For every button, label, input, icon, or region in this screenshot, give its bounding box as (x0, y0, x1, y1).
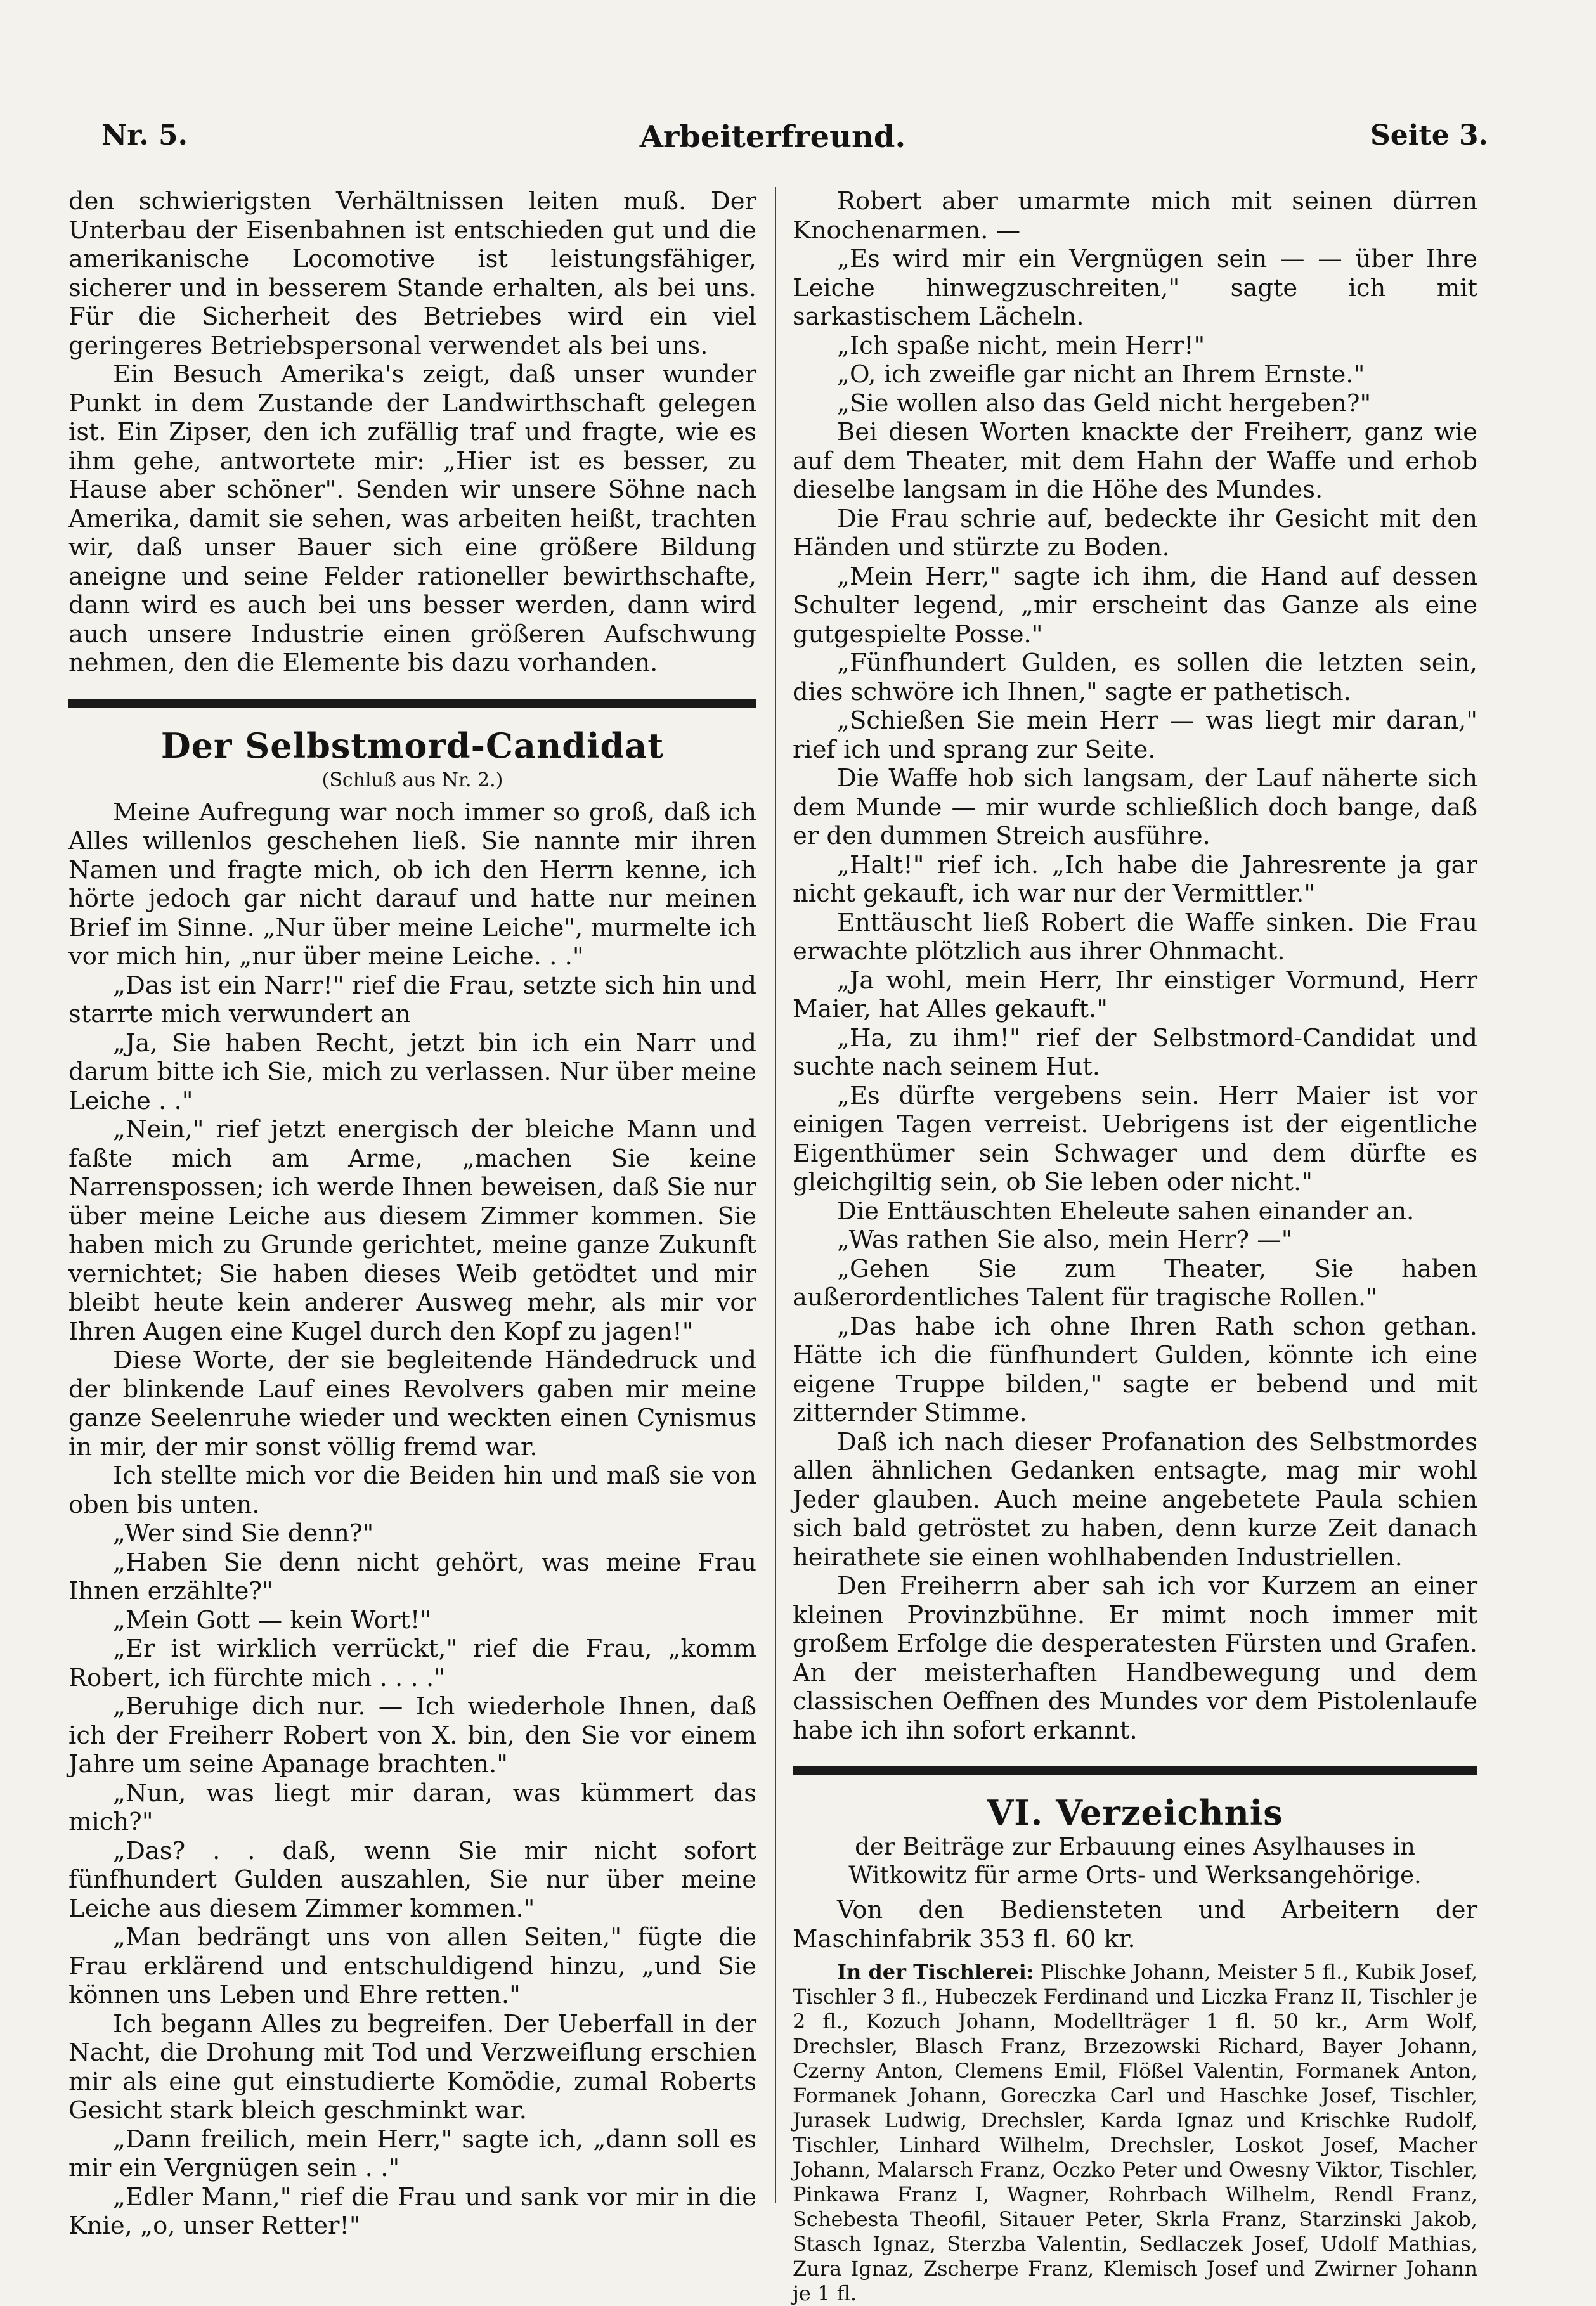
right-column (793, 187, 1477, 2306)
paragraph: „O, ich zweifle gar nicht an Ihrem Ernste." (837, 360, 1365, 389)
paragraph: Daß ich nach dieser Profanation des Selbstmordes allen ähnlichen Gedanken entsagte, mag mir wohl Jeder glauben. Auch meine angebetete Paula schien sich bald getröstet zu haben, denn kurze Zeit danach heirathete sie einen wohlhabenden Industriellen. (793, 1427, 1477, 1572)
paragraph: Robert aber umarmte mich mit seinen dürren Knochenarmen. — (793, 187, 1477, 245)
paragraph: Die Waffe hob sich langsam, der Lauf näherte sich dem Munde — mir wurde schließlich doch bange, daß er den dummen Streich ausführe. (793, 764, 1477, 850)
section-rule (68, 699, 756, 708)
paragraph: Enttäuscht ließ Robert die Waffe sinken. Die Frau erwachte plötzlich aus ihrer Ohnmacht. (793, 908, 1477, 966)
paragraph: den schwierigsten Verhältnissen leiten muß. Der Unterbau der Eisenbahnen ist entschieden gut und die amerikanische Locomotive ist leistungsfähiger, sicherer und in besserem Stande erhalten, als bei uns. Für die Sicherheit des Betriebes wird ein viel geringeres Betriebspersonal verwendet als bei uns. (68, 187, 756, 360)
paragraph: Die Frau schrie auf, bedeckte ihr Gesicht mit den Händen und stürzte zu Boden. (793, 504, 1477, 562)
paragraph: Den Freiherrn aber sah ich vor Kurzem an einer kleinen Provinzbühne. Er mimt noch immer mit großem Erfolge die desperatesten Fürsten und Grafen. An der meisterhaften Handbewegung und dem classischen Oeffnen des Mundes vor dem Pistolenlaufe habe ich ihn sofort erkannt. (793, 1572, 1477, 1745)
paragraph: „Mein Gott — kein Wort!" (113, 1605, 432, 1635)
page-header (57, 119, 1488, 160)
paragraph: „Beruhige dich nur. — Ich wiederhole Ihnen, daß ich der Freiherr Robert von X. bin, den Sie vor einem Jahre um seine Apanage brachten." (68, 1692, 756, 1778)
paragraph: „Man bedrängt uns von allen Seiten," fügte die Frau erklärend und entschuldigend hinzu, „und Sie können uns Leben und Ehre retten." (68, 1923, 756, 2009)
paragraph: „Was rathen Sie also, mein Herr? —" (837, 1226, 1293, 1254)
paragraph: „Edler Mann," rief die Frau und sank vor mir in die Knie, „o, unser Retter!" (68, 2182, 756, 2240)
paragraph: „Ich spaße nicht, mein Herr!" (837, 331, 1205, 360)
paragraph: „Es wird mir ein Vergnügen sein — — über Ihre Leiche hinwegzuschreiten," sagte ich mit sarkastischem Lächeln. (793, 245, 1477, 331)
section-rule (793, 1766, 1477, 1775)
paragraph: „Schießen Sie mein Herr — was liegt mir daran," rief ich und sprang zur Seite. (793, 706, 1477, 764)
paragraph: „Mein Herr," sagte ich ihm, die Hand auf dessen Schulter legend, „mir erscheint das Ganze als eine gutgespielte Posse." (793, 562, 1477, 649)
donor-list (793, 1960, 1477, 2306)
paragraph: „Halt!" rief ich. „Ich habe die Jahresrente ja gar nicht gekauft, ich war nur der Vermittler." (793, 850, 1477, 908)
paragraph: „Wer sind Sie denn?" (113, 1519, 374, 1548)
paragraph: „Das habe ich ohne Ihren Rath schon gethan. Hätte ich die fünfhundert Gulden, könnte ich eine eigene Truppe bilden," sagte er bebend und mit zitternder Stimme. (793, 1312, 1477, 1427)
story-title: Der Selbstmord-Candidat (160, 725, 665, 766)
paragraph: Meine Aufregung war noch immer so groß, daß ich Alles willenlos geschehen ließ. Sie nannte mir ihren Namen und fragte mich, ob ich den Herrn kenne, ich hörte jedoch gar nicht darauf und hatte nur meinen Brief im Sinne. „Nur über meine Leiche", murmelte ich vor mich hin, „nur über meine Leiche. . ." (68, 798, 756, 971)
donor-list-body: Plischke Johann, Meister 5 fl., Kubik Josef, Tischler 3 fl., Hubeczek Ferdinand und Liczka Franz II, Tischler je 2 fl., Kozuch Johann, Modellträger 1 fl. 50 kr., Arm Wolf, Drechsler, Blasch Franz, Brzezowski Richard, Bayer Johann, Czerny Anton, Clemens Emil, Flößel Valentin, Formanek Anton, Formanek Johann, Goreczka Carl und Haschke Josef, Tischler, Jurasek Ludwig, Drechsler, Karda Ignaz und Krischke Rudolf, Tischler, Linhard Wilhelm, Drechsler, Loskot Josef, Macher Johann, Malarsch Franz, Oczko Peter und Owesny Viktor, Tischler, Pinkawa Franz I, Wagner, Rohrbach Wilhelm, Rendl Franz, Schebesta Theofil, Sitauer Peter, Skrla Franz, Starzinski Jakob, Stasch Ignaz, Sterzba Valentin, Sedlaczek Josef, Udolf Mathias, Zura Ignaz, Zscherpe Franz, Klemisch Josef und Zwirner Johann je 1 fl. (793, 1960, 1478, 2305)
paragraph: „Er ist wirklich verrückt," rief die Frau, „komm Robert, ich fürchte mich . . . ." (68, 1635, 756, 1692)
paragraph: „Haben Sie denn nicht gehört, was meine Frau Ihnen erzählte?" (68, 1548, 756, 1605)
paragraph: Bei diesen Worten knackte der Freiherr, ganz wie auf dem Theater, mit dem Hahn der Waffe und erhob dieselbe langsam in die Höhe des Mundes. (793, 418, 1477, 504)
issue-number: Nr. 5. (101, 119, 188, 152)
paragraph: „Nun, was liegt mir daran, was kümmert das mich?" (68, 1778, 756, 1836)
story-subtitle: (Schluß aus Nr. 2.) (321, 768, 503, 791)
column-divider (775, 187, 776, 2203)
paragraph: „Fünfhundert Gulden, es sollen die letzten sein, dies schwöre ich Ihnen," sagte er pathetisch. (793, 649, 1477, 706)
donor-list-lead: In der Tischlerei: (837, 1960, 1034, 1984)
paragraph: „Nein," rief jetzt energisch der bleiche Mann und faßte mich am Arme, „machen Sie keine Narrenspossen; ich werde Ihnen beweisen, daß Sie nur über meine Leiche aus diesem Zimmer kommen. Sie haben mich zu Grunde gerichtet, meine ganze Zukunft vernichtet; Sie haben dieses Weib getödtet und mir bleibt heute kein anderer Ausweg mehr, als mir vor Ihren Augen eine Kugel durch den Kopf zu jagen!" (68, 1115, 756, 1346)
paragraph: Die Enttäuschten Eheleute sahen einander an. (837, 1196, 1415, 1226)
paragraph: „Das ist ein Narr!" rief die Frau, setzte sich hin und starrte mich verwundert an (68, 971, 756, 1028)
paragraph: Ich begann Alles zu begreifen. Der Ueberfall in der Nacht, die Drohung mit Tod und Verzweiflung erschien mir als eine gut einstudierte Komödie, zumal Roberts Gesicht stark bleich geschminkt war. (68, 2009, 756, 2125)
list-title: VI. Verzeichnis (987, 1792, 1283, 1833)
paragraph: „Ja, Sie haben Recht, jetzt bin ich ein Narr und darum bitte ich Sie, mich zu verlassen. Nur über meine Leiche . ." (68, 1028, 757, 1115)
newspaper-title: Arbeiterfreund. (639, 119, 906, 155)
page-number: Seite 3. (1370, 119, 1488, 152)
paragraph: „Gehen Sie zum Theater, Sie haben außerordentliches Talent für tragische Rollen." (793, 1254, 1477, 1312)
list-intro: Von den Bediensteten und Arbeitern der Maschinfabrik 353 fl. 60 kr. (793, 1896, 1477, 1953)
paragraph: Ich stellte mich vor die Beiden hin und maß sie von oben bis unten. (68, 1461, 756, 1519)
left-column (68, 187, 756, 2241)
paragraph: „Dann freilich, mein Herr," sagte ich, „dann soll es mir ein Vergnügen sein . ." (68, 2125, 756, 2182)
paragraph: Ein Besuch Amerika's zeigt, daß unser wunder Punkt in dem Zustande der Landwirthschaft gelegen ist. Ein Zipser, den ich zufällig traf und fragte, wie es ihm gehe, antwortete mir: „Hier ist es besser, zu Hause aber schöner". Senden wir unsere Söhne nach Amerika, damit sie sehen, was arbeiten heißt, trachten wir, daß unser Bauer sich eine größere Bildung aneigne und seine Felder rationeller bewirthschafte, dann wird es auch bei uns besser werden, dann wird auch unsere Industrie einen größeren Aufschwung nehmen, den die Elemente bis dazu vorhanden. (68, 360, 756, 677)
paragraph: „Ha, zu ihm!" rief der Selbstmord-Candidat und suchte nach seinem Hut. (793, 1023, 1477, 1081)
paragraph: „Sie wollen also das Geld nicht hergeben?" (837, 389, 1372, 418)
paragraph: „Es dürfte vergebens sein. Herr Maier ist vor einigen Tagen verreist. Uebrigens ist der eigentliche Eigenthümer sein Schwager und dem dürfte es gleichgiltig sein, ob Sie leben oder nicht." (793, 1081, 1477, 1196)
paragraph: „Ja wohl, mein Herr, Ihr einstiger Vormund, Herr Maier, hat Alles gekauft." (793, 966, 1477, 1023)
paragraph: „Das? . . daß, wenn Sie mir nicht sofort fünfhundert Gulden auszahlen, Sie nur über meine Leiche aus diesem Zimmer kommen." (68, 1836, 756, 1923)
list-subtitle: der Beiträge zur Erbauung eines Asylhauses in Witkowitz für arme Orts- und Werksangehörige. (848, 1833, 1422, 1889)
paragraph: Diese Worte, der sie begleitende Händedruck und der blinkende Lauf eines Revolvers gaben mir meine ganze Seelenruhe wieder und weckten einen Cynismus in mir, der mir sonst völlig fremd war. (68, 1346, 756, 1461)
